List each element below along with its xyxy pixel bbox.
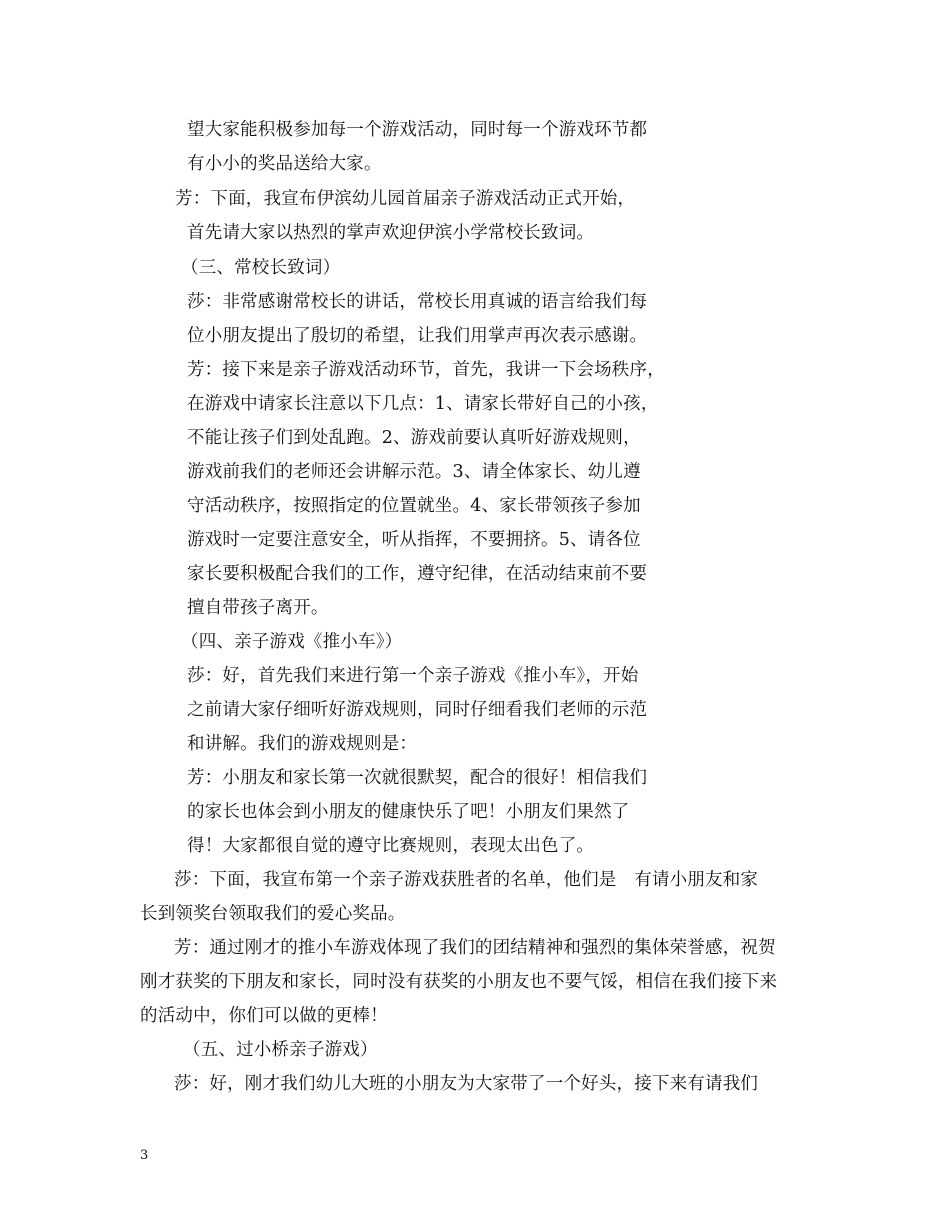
- text-line: 不能让孩子们到处乱跑。2、游戏前要认真听好游戏规则，: [187, 428, 641, 448]
- text-line: 莎：好，刚才我们幼儿大班的小朋友为大家带了一个好头，接下来有请我们: [174, 1074, 759, 1094]
- text-line: 在游戏中请家长注意以下几点：1、请家长带好自己的小孩，: [187, 394, 659, 414]
- text-line: 游戏时一定要注意安全，听从指挥，不要拥挤。5、请各位: [187, 530, 641, 550]
- text-line: 芳：下面，我宣布伊滨幼儿园首届亲子游戏活动正式开始，: [175, 189, 636, 209]
- page-number: 3: [140, 1148, 149, 1163]
- section-heading: （五、过小桥亲子游戏）: [183, 1040, 378, 1060]
- text-line: 芳：通过刚才的推小车游戏体现了我们的团结精神和强烈的集体荣誉感，祝贺: [174, 938, 776, 958]
- text-line: 莎：非常感谢常校长的讲话，常校长用真诚的语言给我们每: [187, 292, 648, 312]
- text-line: 望大家能积极参加每一个游戏活动，同时每一个游戏环节都: [187, 120, 648, 140]
- text-line: 的活动中，你们可以做的更棒！: [140, 1006, 388, 1026]
- text-line: 擅自带孩子离开。: [187, 598, 329, 618]
- text-line: 莎：好，首先我们来进行第一个亲子游戏《推小车》，开始: [187, 666, 639, 686]
- text-line: 位小朋友提出了殷切的希望，让我们用掌声再次表示感谢。: [187, 326, 648, 346]
- section-heading: （四、亲子游戏《推小车》）: [181, 632, 403, 652]
- text-line: 首先请大家以热烈的掌声欢迎伊滨小学常校长致词。: [187, 223, 595, 243]
- text-line: 长到领奖台领取我们的爱心奖品。: [140, 904, 406, 924]
- text-line: 的家长也体会到小朋友的健康快乐了吧！小朋友们果然了: [187, 802, 630, 822]
- text-line: 游戏前我们的老师还会讲解示范。3、请全体家长、幼儿遵: [187, 462, 641, 482]
- section-heading: （三、常校长致词）: [181, 258, 341, 278]
- text-line: 芳：小朋友和家长第一次就很默契，配合的很好！相信我们: [187, 768, 648, 788]
- text-line: 得！大家都很自觉的遵守比赛规则，表现太出色了。: [187, 836, 595, 856]
- text-line: 之前请大家仔细听好游戏规则，同时仔细看我们老师的示范: [187, 700, 648, 720]
- text-line: 芳：接下来是亲子游戏活动环节，首先，我讲一下会场秩序，: [187, 360, 665, 380]
- text-line: 家长要积极配合我们的工作，遵守纪律，在活动结束前不要: [187, 564, 648, 584]
- text-line: 莎：下面，我宣布第一个亲子游戏获胜者的名单，他们是 有请小朋友和家: [174, 870, 759, 890]
- text-line: 刚才获奖的下朋友和家长，同时没有获奖的小朋友也不要气馁，相信在我们接下来: [140, 972, 778, 992]
- text-line: 守活动秩序，按照指定的位置就坐。4、家长带领孩子参加: [187, 496, 641, 516]
- text-line: 和讲解。我们的游戏规则是：: [187, 734, 418, 754]
- text-line: 有小小的奖品送给大家。: [187, 154, 382, 174]
